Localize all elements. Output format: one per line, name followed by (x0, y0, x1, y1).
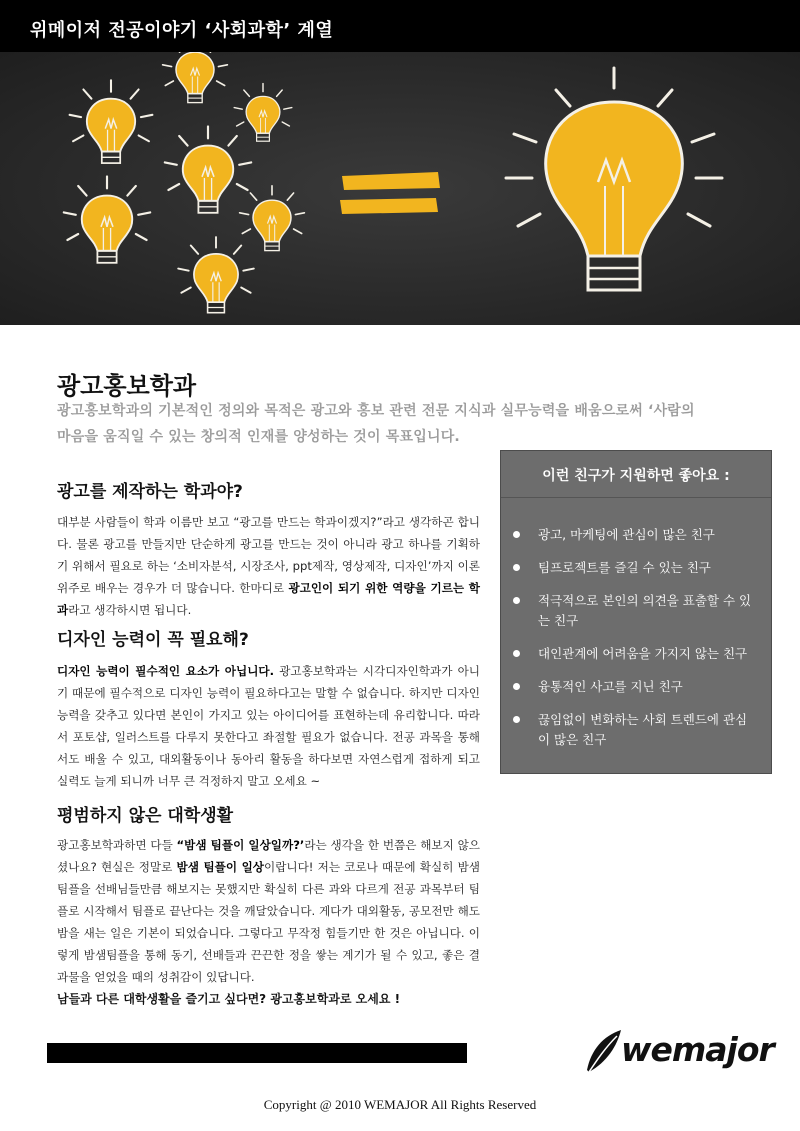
section-heading-1: 광고를 제작하는 학과야? (57, 482, 243, 502)
wemajor-logo (583, 1028, 774, 1074)
bullet-icon (513, 716, 520, 723)
bullet-icon (513, 564, 520, 571)
list-item (501, 525, 771, 545)
bullet-icon (513, 531, 520, 538)
section-heading-3: 평범하지 않은 대학생활 (57, 806, 234, 826)
section-1-paragraph (57, 511, 480, 621)
list-item-text: 대인관계에 어려움을 가지지 않는 친구 (538, 646, 748, 661)
list-item-text: 팀프로젝트를 즐길 수 있는 친구 (538, 560, 711, 575)
section-2-emphasis: 디자인 능력이 필수적인 요소가 아닙니다. (57, 664, 274, 678)
list-item (501, 710, 771, 750)
list-item-text: 융통적인 사고를 지닌 친구 (538, 679, 683, 694)
list-item (501, 677, 771, 697)
list-item (501, 644, 771, 664)
header-title: 위메이저 전공이야기 ‘사회과학’ 계열 (30, 20, 334, 41)
logo-text: wemajor (621, 1030, 774, 1069)
section-1-emphasis: 광고인이 되기 위한 역량을 기르는 학과 (57, 581, 481, 617)
copyright-text: Copyright @ 2010 WEMAJOR All Rights Reserved (263, 1097, 537, 1112)
bullet-icon (513, 650, 520, 657)
page-title: 광고홍보학과 (57, 372, 197, 400)
section-1-text-b: 라고 생각하시면 됩니다. (68, 603, 192, 617)
closing-line: 남들과 다른 대학생활을 즐기고 싶다면? 광고홍보학과로 오세요 ! (57, 992, 401, 1006)
section-3-text-c: 이랍니다! 저는 코로나 때문에 확실히 밤샘 팀플을 선배님들만큼 해보지는 못했지만 확실히 다른 과와 다르게 전공 과목부터 팀플로 시작해서 팀플로 끝난다는 것을 깨달았습니다. 게다가 대외활동, 공모전만 해도 밤을 새는 일은 기본이 되었습니다. 그렇다고 무작정 힘들기만 한 것은 아닙니다. 이렇게 밤샘팀플을 통해 동기, 선배들과 끈끈한 정을 쌓는 계기가 될 수 있고, 좋은 결과물을 얻었을 때의 성취감이 있답니다. (57, 860, 480, 984)
hero-illustration (0, 52, 800, 325)
recommendation-divider (501, 497, 771, 498)
recommendation-title: 이런 친구가 지원하면 좋아요 : (542, 468, 730, 484)
intro-text: 광고홍보학과의 기본적인 정의와 목적은 광고와 홍보 관련 전문 지식과 실무능력을 배움으로써 ‘사람의 마음을 움직일 수 있는 창의적 인재를 양성하는 것이 목표입니다. (57, 403, 695, 445)
list-item-text: 끊임없이 변화하는 사회 트렌드에 관심이 많은 친구 (538, 712, 748, 747)
recommendation-box (500, 450, 772, 774)
section-3-paragraph (57, 834, 480, 988)
list-item-text: 적극적으로 본인의 의견을 표출할 수 있는 친구 (538, 593, 752, 628)
leaf-logo-icon (583, 1028, 623, 1074)
bullet-icon (513, 683, 520, 690)
hero-image (0, 52, 800, 325)
section-3-emphasis-2: 밤샘 팀플이 일상 (176, 860, 264, 874)
section-2-paragraph (57, 660, 480, 792)
header-bar (0, 0, 800, 52)
section-heading-2: 디자인 능력이 꼭 필요해? (57, 630, 249, 650)
footer-bar (47, 1043, 467, 1063)
section-3-text-b: 라는 생각을 한 번쯤은 해보지 않으셨나요? 현실은 정말로 (57, 838, 480, 874)
list-item (501, 558, 771, 578)
section-3-text-a: 광고홍보학과하면 다들 (57, 838, 177, 852)
list-item (501, 591, 771, 631)
list-item-text: 광고, 마케팅에 관심이 많은 친구 (538, 527, 715, 542)
section-2-text: 광고홍보학과는 시각디자인학과가 아니기 때문에 필수적으로 디자인 능력이 필요하다고는 말할 수 없습니다. 하지만 디자인 능력을 갖추고 있다면 본인이 가지고 있는 아이디어를 표현하는데 유리합니다. 따라서 포토샵, 일러스트를 다루지 못한다고 좌절할 필요가 없습니다. 전공 과목을 통해서도 배울 수 있고, 대외활동이나 동아리 활동을 하다보면 자연스럽게 접하게 되고 실력도 늘게 되니까 너무 큰 걱정하지 말고 오세요 ~ (57, 664, 480, 788)
section-3-emphasis-1: “밤샘 팀플이 일상일까?’ (176, 838, 305, 852)
section-1-text-a: 대부분 사람들이 학과 이름만 보고 “광고를 만드는 학과이겠지?”라고 생각하곤 합니다. 물론 광고를 만들지만 단순하게 광고를 만드는 것이 아니라 광고 하나를 기획하기 위해서 필요로 하는 ‘소비자분석, 시장조사, ppt제작, 영상제작, 디자인’까지 이론 위주로 배우는 경우가 더 많습니다. 한마디로 (57, 515, 480, 595)
recommendation-list (501, 525, 771, 763)
bullet-icon (513, 597, 520, 604)
